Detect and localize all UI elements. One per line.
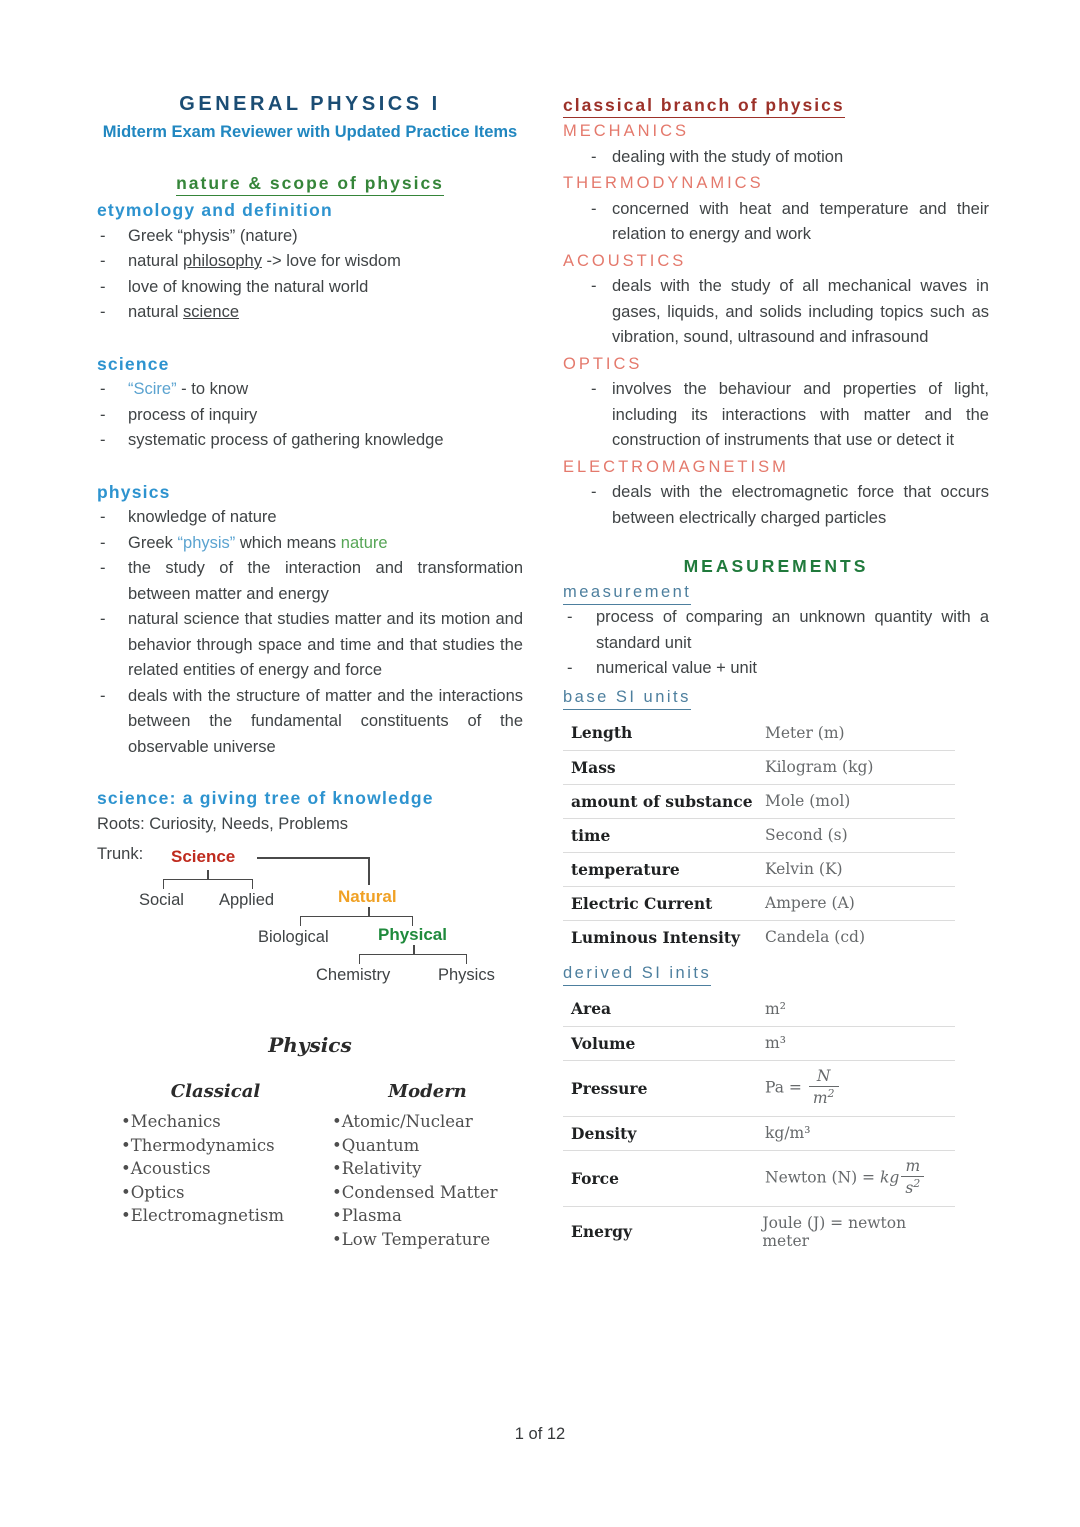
force-formula: Newton (N) = kg $\frac{m}{s^2}$ — [765, 1158, 924, 1199]
list-item: - concerned with heat and temperature and their relation to energy and work — [563, 197, 989, 248]
list-item: - natural science that studies matter and its motion and behavior through space and time and that studies the related entities of energy and force — [97, 607, 523, 684]
table-row — [563, 716, 955, 750]
list-item: - systematic process of gathering knowledge — [97, 428, 523, 454]
row-value: m² — [765, 999, 786, 1018]
table-row — [563, 1060, 955, 1116]
table-row — [563, 818, 955, 852]
tree-node-science: Science — [171, 847, 236, 866]
tree-node-chemistry: Chemistry — [316, 966, 391, 984]
classical-heading: Classical — [170, 1081, 261, 1102]
fraction: $\frac{N}{m^2}$ — [809, 1068, 839, 1109]
base-si-units-subheading: base SI units — [563, 685, 691, 710]
table-row — [563, 1116, 955, 1150]
row-label: Luminous Intensity — [571, 927, 741, 947]
row-label: Pressure — [571, 1078, 648, 1098]
document-subtitle: Midterm Exam Reviewer with Updated Practice Items — [102, 123, 518, 141]
table-row — [563, 1026, 955, 1060]
row-label: Length — [571, 723, 633, 742]
tree-connector — [368, 907, 370, 916]
physics-branches-section — [97, 1033, 523, 1251]
nature-scope-heading: nature & scope of physics — [176, 173, 444, 196]
classical-branch-heading: classical branch of physics — [563, 95, 845, 118]
modern-column — [310, 1081, 523, 1251]
list-item: •Low Temperature — [332, 1229, 491, 1249]
list-item: •Optics — [121, 1182, 185, 1202]
tree-connector — [368, 857, 370, 885]
row-value: Mole (mol) — [765, 792, 851, 810]
list-item: - Greek “physis” (nature) — [97, 224, 523, 250]
list-item: - knowledge of nature — [97, 505, 523, 531]
measurements-title: MEASUREMENTS — [683, 556, 869, 576]
science-tree-diagram — [97, 839, 523, 991]
tree-trunk-label: Trunk: — [97, 845, 144, 863]
physics-branches-title: Physics — [268, 1033, 352, 1057]
list-item: - love of knowing the natural world — [97, 275, 523, 301]
etymology-heading: etymology and definition — [97, 200, 333, 220]
list-item: - involves the behaviour and properties of light, including its interactions with matter and the construction of instruments that use or detect it — [563, 377, 989, 454]
classical-column — [97, 1081, 310, 1251]
table-row — [563, 852, 955, 886]
left-column — [97, 93, 523, 1251]
table-row — [563, 920, 955, 954]
row-value: kg/m³ — [765, 1124, 811, 1142]
giving-tree-heading: science: a giving tree of knowledge — [97, 788, 434, 808]
row-label: temperature — [571, 859, 680, 879]
list-item: •Mechanics — [121, 1112, 221, 1131]
row-value: Meter (m) — [765, 723, 845, 742]
list-item: •Acoustics — [121, 1159, 211, 1178]
row-label: Mass — [571, 757, 616, 777]
mechanics-heading: MECHANICS — [563, 122, 690, 140]
tree-node-physics: Physics — [438, 966, 495, 984]
row-value: Second (s) — [765, 826, 848, 844]
table-row — [563, 886, 955, 920]
tree-connector — [207, 870, 209, 879]
tree-node-social: Social — [139, 891, 184, 909]
row-value: Joule (J) = newton meter — [762, 1213, 907, 1250]
list-item: •Plasma — [332, 1206, 402, 1225]
right-column — [563, 95, 989, 1257]
tree-node-biological: Biological — [258, 928, 329, 946]
table-row — [563, 1150, 955, 1206]
row-label: Force — [571, 1168, 619, 1188]
physics-heading: physics — [97, 481, 171, 502]
thermodynamics-heading: THERMODYNAMICS — [563, 174, 764, 192]
list-item: - process of comparing an unknown quantity with a standard unit — [563, 605, 989, 656]
science-list — [97, 377, 523, 454]
list-item: •Quantum — [332, 1135, 420, 1155]
table-row — [563, 1206, 955, 1257]
row-label: Electric Current — [571, 893, 713, 913]
tree-bracket — [163, 879, 253, 889]
row-label: Volume — [571, 1033, 636, 1053]
science-heading: science — [97, 353, 170, 374]
tree-connector — [413, 945, 415, 954]
list-item: - process of inquiry — [97, 403, 523, 429]
list-item: •Relativity — [332, 1159, 422, 1178]
page-number: 1 of 12 — [514, 1425, 566, 1443]
tree-roots-line: Roots: Curiosity, Needs, Problems — [97, 814, 348, 833]
tree-connector — [257, 857, 369, 859]
list-item: - natural science — [97, 300, 523, 326]
row-value: Kelvin (K) — [765, 860, 843, 878]
physics-list — [97, 505, 523, 760]
row-value: Candela (cd) — [765, 928, 866, 946]
row-label: Area — [571, 999, 612, 1018]
tree-node-physical: Physical — [378, 925, 447, 944]
list-item: - dealing with the study of motion — [563, 145, 989, 171]
row-label: Energy — [571, 1222, 632, 1241]
base-si-units-table — [563, 716, 955, 954]
list-item: •Thermodynamics — [121, 1135, 275, 1155]
tree-node-natural: Natural — [338, 887, 397, 906]
etymology-list — [97, 224, 523, 326]
table-row — [563, 750, 955, 784]
list-item: - deals with the electromagnetic force that occurs between electrically charged particles — [563, 480, 989, 531]
table-row — [563, 992, 955, 1026]
row-label: time — [571, 825, 611, 845]
section-nature-scope — [97, 173, 523, 196]
list-item: •Condensed Matter — [332, 1182, 498, 1202]
row-value: m³ — [765, 1034, 786, 1052]
list-item: - deals with the structure of matter and the interactions between the fundamental constituents of the observable universe — [97, 684, 523, 761]
list-item: - natural philosophy -> love for wisdom — [97, 249, 523, 275]
tree-bracket — [359, 954, 467, 964]
fraction: $\frac{m}{s^2}$ — [901, 1158, 924, 1199]
derived-si-units-subheading: derived SI inits — [563, 961, 711, 986]
pressure-formula: Pa = $\frac{N}{m^2}$ — [765, 1068, 839, 1109]
optics-heading: OPTICS — [563, 354, 643, 373]
table-row — [563, 784, 955, 818]
list-item: •Atomic/Nuclear — [332, 1112, 473, 1131]
row-label: Density — [571, 1123, 637, 1143]
list-item: •Electromagnetism — [121, 1206, 284, 1225]
list-item: - “Scire” - to know — [97, 377, 523, 403]
derived-si-units-table — [563, 992, 955, 1257]
measurement-subheading: measurement — [563, 580, 691, 605]
tree-node-applied: Applied — [219, 891, 275, 909]
list-item: - Greek “physis” which means nature — [97, 531, 523, 557]
list-item: - numerical value + unit — [563, 656, 989, 682]
row-value: Ampere (A) — [765, 894, 855, 912]
row-value: Kilogram (kg) — [765, 758, 874, 776]
row-label: amount of substance — [571, 791, 753, 811]
acoustics-heading: ACOUSTICS — [563, 251, 687, 270]
modern-heading: Modern — [388, 1081, 467, 1102]
list-item: - deals with the study of all mechanical waves in gases, liquids, and solids including topics such as vibration, sound, ultrasound and infrasound — [563, 274, 989, 351]
list-item: - the study of the interaction and transformation between matter and energy — [97, 556, 523, 607]
document-title: GENERAL PHYSICS I — [179, 93, 441, 115]
electromagnetism-heading: ELECTROMAGNETISM — [563, 457, 789, 476]
